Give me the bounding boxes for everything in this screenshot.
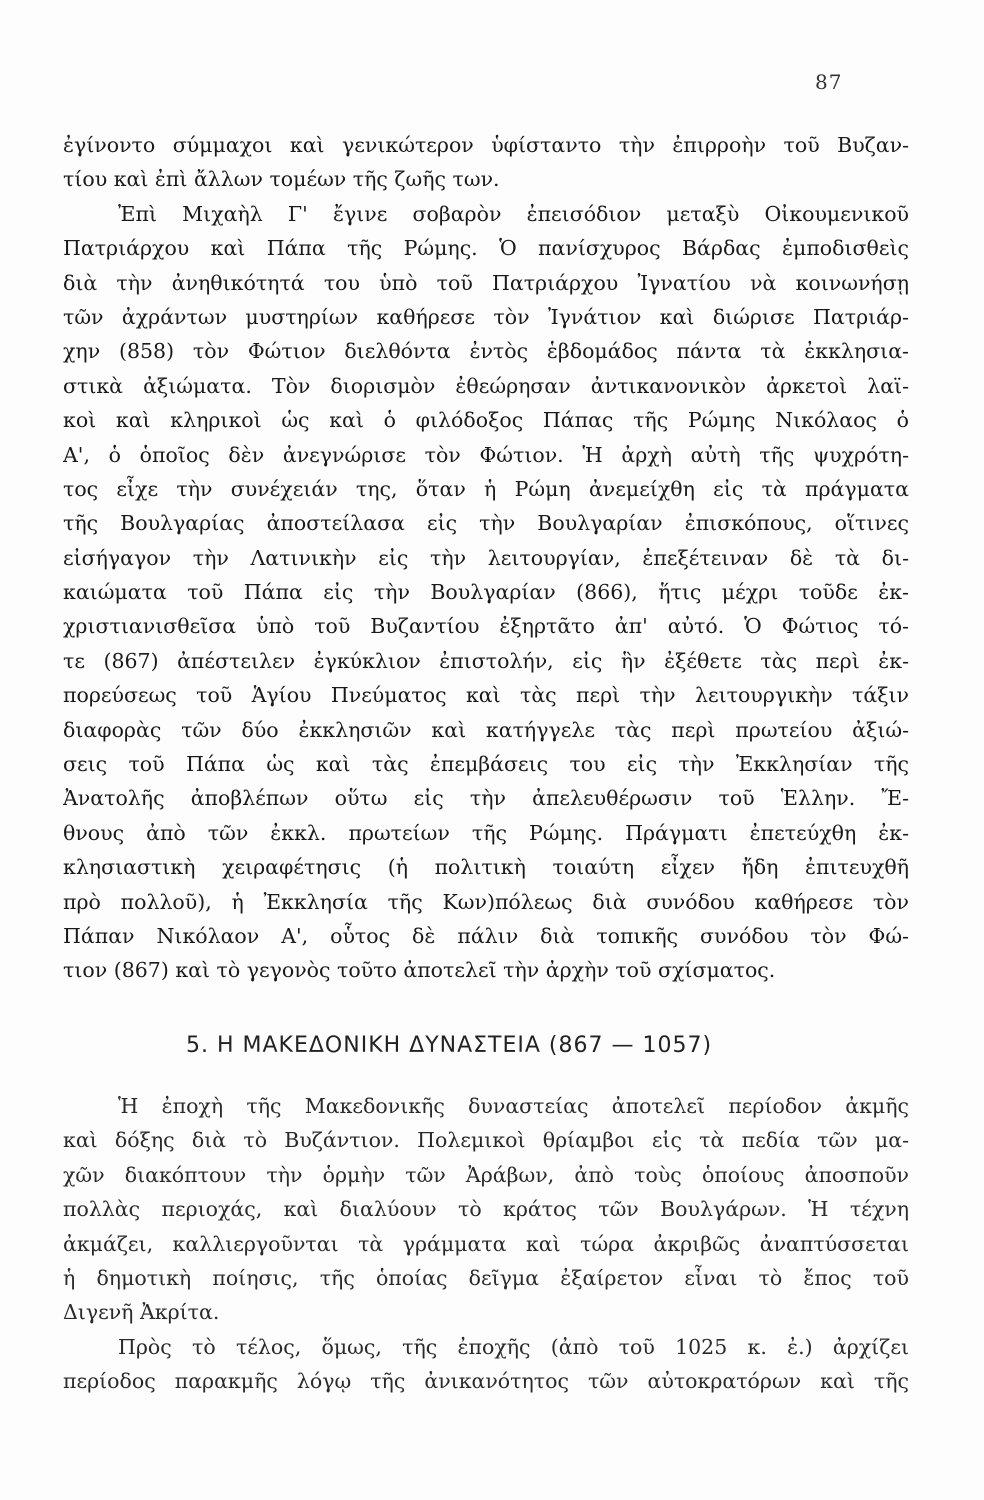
text-line: περίοδος παρακμῆς λόγῳ τῆς ἀνικανότητος τῶν αὐτοκρατόρων καὶ τῆς (63, 1369, 909, 1394)
text-line: Ἀνατολῆς ἀποβλέπων οὕτω εἰς τὴν ἀπελευθέρωσιν τοῦ Ἑλλην. Ἔ- (63, 786, 909, 811)
text-line: Α', ὁ ὁποῖος δὲν ἀνεγνώρισε τὸν Φώτιον. Ἡ ἀρχὴ αὐτὴ τῆς ψυχρότη- (63, 442, 909, 467)
text-line: καὶ δόξης διὰ τὸ Βυζάντιον. Πολεμικοὶ θρίαμβοι εἰς τὰ πεδία τῶν μα- (63, 1128, 909, 1153)
text-line: πολλὰς περιοχάς, καὶ διαλύουν τὸ κράτος τῶν Βουλγάρων. Ἡ τέχνη (63, 1197, 909, 1222)
text-line: σεις τοῦ Πάπα ὡς καὶ τὰς ἐπεμβάσεις του εἰς τὴν Ἐκκλησίαν τῆς (63, 752, 909, 777)
text-line: Ἐπὶ Μιχαὴλ Γ' ἔγινε σοβαρὸν ἐπεισόδιον μεταξὺ Οἰκουμενικοῦ (118, 201, 909, 226)
text-line: ἀκμάζει, καλλιεργοῦνται τὰ γράμματα καὶ τώρα ἀκριβῶς ἀναπτύσσεται (63, 1231, 909, 1256)
text-line: τιον (867) καὶ τὸ γεγονὸς τοῦτο ἀποτελεῖ τὴν ἀρχὴν τοῦ σχίσματος. (63, 958, 776, 983)
main-text-block (63, 128, 909, 988)
paragraph-3 (63, 1089, 909, 1330)
text-line: στικὰ ἀξιώματα. Τὸν διορισμὸν ἐθεώρησαν ἀντικανονικὸν ἀρκετοὶ λαϊ- (63, 373, 909, 398)
paragraph-2 (63, 197, 909, 988)
text-line: τῶν ἀχράντων μυστηρίων καθήρεσε τὸν Ἰγνάτιον καὶ διώρισε Πατριάρ- (63, 304, 909, 329)
text-line: πορεύσεως τοῦ Ἁγίου Πνεύματος καὶ τὰς περὶ τὴν λειτουργικὴν τάξιν (63, 683, 909, 708)
text-line: τος εἶχε τὴν συνέχειάν της, ὅταν ἡ Ρώμη ἀνεμείχθη εἰς τὰ πράγματα (63, 476, 909, 501)
page-number: 87 (815, 70, 843, 94)
paragraph-4 (63, 1330, 909, 1399)
text-line: χῶν διακόπτουν τὴν ὁρμὴν τῶν Ἀράβων, ἀπὸ τοὺς ὁποίους ἀποσποῦν (63, 1162, 909, 1187)
text-line: Διγενῆ Ἀκρίτα. (63, 1300, 220, 1325)
text-line: τίου καὶ ἐπὶ ἄλλων τομέων τῆς ζωῆς των. (63, 167, 500, 192)
text-line: εἰσήγαγον τὴν Λατινικὴν εἰς τὴν λειτουργίαν, ἐπεξέτειναν δὲ τὰ δι- (63, 545, 909, 570)
text-line: Πάπαν Νικόλαον Α', οὗτος δὲ πάλιν διὰ τοπικῆς συνόδου τὸν Φώ- (63, 923, 909, 948)
text-line: διὰ τὴν ἀνηθικότητά του ὑπὸ τοῦ Πατριάρχου Ἰγνατίου νὰ κοινωνήσῃ (63, 270, 909, 295)
text-line: Πατριάρχου καὶ Πάπα τῆς Ρώμης. Ὁ πανίσχυρος Βάρδας ἐμποδισθεὶς (63, 236, 909, 261)
text-line: κοὶ καὶ κληρικοὶ ὡς καὶ ὁ φιλόδοξος Πάπας τῆς Ρώμης Νικόλαος ὁ (63, 408, 909, 433)
text-line: πρὸ πολλοῦ), ἡ Ἐκκλησία τῆς Κων)πόλεως διὰ συνόδου καθήρεσε τὸν (63, 889, 909, 914)
text-line: θνους ἀπὸ τῶν ἐκκλ. πρωτείων τῆς Ρώμης. Πράγματι ἐπετεύχθη ἐκ- (63, 820, 909, 845)
section-text-block (63, 1089, 909, 1399)
text-line: κλησιαστικὴ χειραφέτησις (ἡ πολιτικὴ τοιαύτη εἶχεν ἤδη ἐπιτευχθῆ (63, 855, 909, 880)
text-line: ἐγίνοντο σύμμαχοι καὶ γενικώτερον ὑφίσταντο τὴν ἐπιρροὴν τοῦ Βυζαν- (63, 133, 909, 157)
text-line: Ἡ ἐποχὴ τῆς Μακεδονικῆς δυναστείας ἀποτελεῖ περίοδον ἀκμῆς (118, 1094, 909, 1118)
section-heading: 5. Η ΜΑΚΕΔΟΝΙΚΗ ΔΥΝΑΣΤΕΙΑ (867 — 1057) (186, 1033, 713, 1058)
text-line: τε (867) ἀπέστειλεν ἐγκύκλιον ἐπιστολήν, εἰς ἣν ἐξέθετε τὰς περὶ ἐκ- (63, 648, 909, 673)
text-line: χην (858) τὸν Φώτιον διελθόντα ἐντὸς ἑβδομάδος πάντα τὰ ἐκκλησια- (63, 339, 909, 364)
text-line: Πρὸς τὸ τέλος, ὅμως, τῆς ἐποχῆς (ἀπὸ τοῦ 1025 κ. ἐ.) ἀρχίζει (118, 1334, 909, 1359)
text-line: χριστιανισθεῖσα ὑπὸ τοῦ Βυζαντίου ἐξηρτᾶτο ἀπ' αὐτό. Ὁ Φώτιος τό- (63, 614, 909, 639)
text-line: τῆς Βουλγαρίας ἀποστείλασα εἰς τὴν Βουλγαρίαν ἐπισκόπους, οἵτινες (63, 511, 909, 536)
text-line: διαφορὰς τῶν δύο ἐκκλησιῶν καὶ κατήγγελε τὰς περὶ πρωτείου ἀξιώ- (63, 717, 909, 742)
paragraph-1 (63, 128, 909, 197)
text-line: καιώματα τοῦ Πάπα εἰς τὴν Βουλγαρίαν (866), ἥτις μέχρι τοῦδε ἐκ- (63, 580, 909, 605)
text-line: ἡ δημοτικὴ ποίησις, τῆς ὁποίας δεῖγμα ἐξαίρετον εἶναι τὸ ἔπος τοῦ (63, 1265, 909, 1290)
